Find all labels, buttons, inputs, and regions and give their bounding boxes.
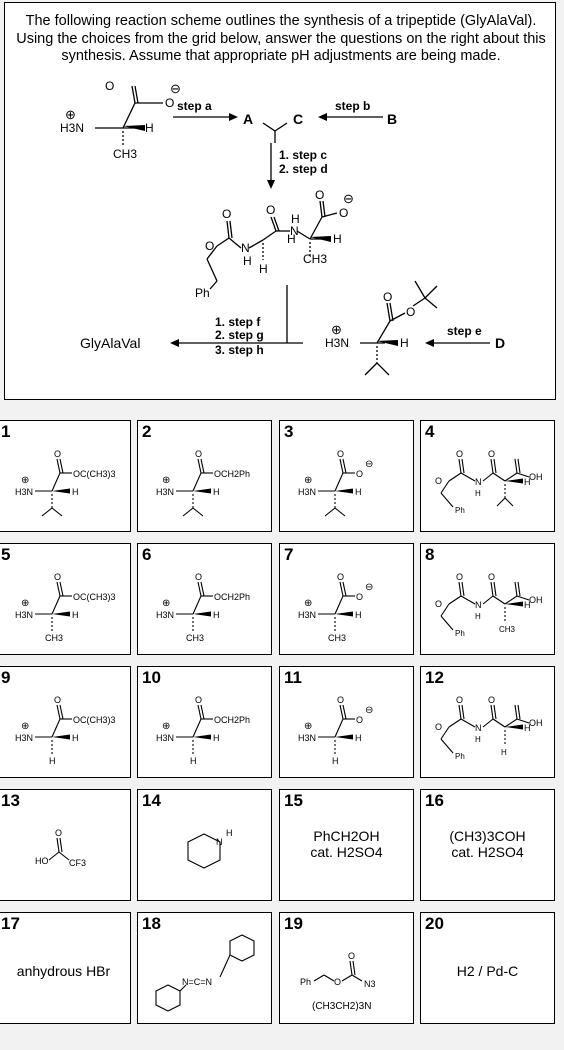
choice-number: 17 <box>1 914 20 933</box>
choice-cell-18 <box>137 912 272 1024</box>
choice-number: 11 <box>284 668 302 687</box>
ester-group: OCH2Ph <box>214 592 251 602</box>
choice-cell-1 <box>0 420 131 532</box>
structure-drawing <box>138 790 273 902</box>
plus-charge: ⊕ <box>331 322 342 337</box>
choice-number: 3 <box>284 422 294 441</box>
structure-drawing <box>421 667 556 779</box>
atom-ph: Ph <box>455 629 465 638</box>
atom-o: O <box>55 828 63 838</box>
minus-charge: ⊖ <box>365 705 374 716</box>
atom-ch3: CH3 <box>186 633 205 643</box>
atom-h: H <box>333 232 342 246</box>
step-f-label: 1. step f <box>215 315 261 329</box>
product-label: GlyAlaVal <box>80 335 141 351</box>
step-c-label: 1. step c <box>279 148 328 162</box>
choice-grid <box>0 412 564 1050</box>
minus-charge: ⊖ <box>170 81 181 96</box>
structure-drawing <box>0 790 132 902</box>
choice-cell-4 <box>420 420 555 532</box>
structure-drawing <box>421 544 556 656</box>
atom-h: H <box>190 756 197 766</box>
structure-drawing <box>0 667 132 779</box>
atom-h3n: H3N <box>15 733 34 743</box>
plus-charge: ⊕ <box>21 598 30 609</box>
reagent-line-1: anhydrous HBr <box>16 963 111 979</box>
atom-o: O <box>337 695 345 705</box>
atom-h: H <box>524 600 531 610</box>
atom-h3n: H3N <box>15 610 34 620</box>
choice-cell-19 <box>279 912 414 1024</box>
choice-number: 8 <box>425 545 435 564</box>
plus-charge: ⊕ <box>162 475 171 486</box>
choice-number: 4 <box>425 422 435 441</box>
reagent-line-1: (CH3)3COH <box>449 828 526 844</box>
structure-drawing <box>0 421 132 533</box>
atom-oh: OH <box>529 472 543 482</box>
choice-number: 1 <box>1 422 11 441</box>
label-c: C <box>293 111 304 127</box>
ester-group: OC(CH3)3 <box>73 592 116 602</box>
atom-oh: OH <box>529 595 543 605</box>
atom-oh: OH <box>529 718 543 728</box>
plus-charge: ⊕ <box>304 721 313 732</box>
atom-h: H <box>145 121 154 135</box>
choice-cell-5 <box>0 543 131 655</box>
atom-ph: Ph <box>195 286 210 300</box>
atom-ch3: CH3 <box>113 147 138 161</box>
atom-h: H <box>213 610 220 620</box>
structure-drawing <box>138 913 273 1025</box>
atom-h: H <box>213 487 220 497</box>
choice-number: 15 <box>284 791 303 810</box>
structure-drawing <box>138 544 273 656</box>
plus-charge: ⊕ <box>162 598 171 609</box>
atom-n3: N3 <box>364 979 376 989</box>
atom-h3n: H3N <box>298 733 317 743</box>
atom-o: O <box>54 572 62 582</box>
label-d: D <box>495 335 506 351</box>
atom-o: O <box>383 290 393 304</box>
choice-number: 18 <box>142 914 161 933</box>
choice-number: 2 <box>142 422 152 441</box>
triethylamine: (CH3CH2)3N <box>312 1001 372 1012</box>
step-g-label: 2. step g <box>215 328 264 342</box>
reagent-line-1: H2 / Pd-C <box>456 963 519 979</box>
choice-number: 12 <box>425 668 444 687</box>
atom-h3n: H3N <box>60 121 85 135</box>
atom-n: N <box>475 600 482 610</box>
choice-cell-7 <box>279 543 414 655</box>
reagent-line-2: cat. H2SO4 <box>451 844 524 860</box>
atom-o: O <box>222 207 232 221</box>
step-e-label: step e <box>447 324 482 338</box>
atom-h: H <box>524 477 531 487</box>
atom-o: O <box>195 449 203 459</box>
choice-number: 20 <box>425 914 444 933</box>
choice-cell-16 <box>420 789 555 901</box>
atom-o: O <box>488 449 496 459</box>
plus-charge: ⊕ <box>304 598 313 609</box>
atom-o: O <box>334 977 342 987</box>
atom-o: O <box>195 572 203 582</box>
choice-cell-11 <box>279 666 414 778</box>
atom-h: H <box>475 612 481 621</box>
atom-ph: Ph <box>300 977 312 987</box>
atom-h: H <box>355 610 362 620</box>
structure-drawing <box>280 667 415 779</box>
structure-drawing <box>138 667 273 779</box>
atom-o: O <box>488 572 496 582</box>
atom-o: O <box>195 695 203 705</box>
atom-o: O <box>339 206 349 220</box>
choice-number: 10 <box>142 668 161 687</box>
structure-drawing <box>138 421 273 533</box>
label-b: B <box>387 111 398 127</box>
atom-h: H <box>475 735 481 744</box>
atom-h: H <box>226 828 233 838</box>
atom-o: O <box>488 695 496 705</box>
atom-ch3: CH3 <box>303 252 328 266</box>
atom-h: H <box>332 756 339 766</box>
structure-drawing <box>0 544 132 656</box>
atom-o: O <box>406 305 416 319</box>
label-a: A <box>243 111 254 127</box>
choice-cell-17 <box>0 912 131 1024</box>
choice-number: 16 <box>425 791 444 810</box>
atom-h: H <box>213 733 220 743</box>
atom-n: N <box>475 477 482 487</box>
ester-group: O <box>356 592 364 602</box>
atom-o: O <box>337 449 345 459</box>
choice-number: 9 <box>1 668 11 687</box>
reagent-line-1: PhCH2OH <box>313 828 380 844</box>
atom-o: O <box>456 695 464 705</box>
atom-h3n: H3N <box>298 610 317 620</box>
atom-h: H <box>72 487 79 497</box>
atom-h: H <box>475 489 481 498</box>
atom-o: O <box>435 722 443 732</box>
ester-group: O <box>356 469 364 479</box>
reagent-line-2: cat. H2SO4 <box>310 844 383 860</box>
atom-h3n: H3N <box>15 487 34 497</box>
dcc-label: N=C=N <box>182 977 213 987</box>
choice-cell-3 <box>279 420 414 532</box>
atom-h: H <box>49 756 56 766</box>
choice-cell-12 <box>420 666 555 778</box>
choice-cell-8 <box>420 543 555 655</box>
ester-group: OC(CH3)3 <box>73 469 116 479</box>
choice-cell-6 <box>137 543 272 655</box>
choice-cell-20 <box>420 912 555 1024</box>
atom-h3n: H3N <box>156 733 175 743</box>
minus-charge: ⊖ <box>365 459 374 470</box>
atom-ch3: CH3 <box>328 633 347 643</box>
plus-charge: ⊕ <box>65 107 76 122</box>
atom-h: H <box>355 487 362 497</box>
atom-h3n: H3N <box>325 336 350 350</box>
atom-o: O <box>266 203 276 217</box>
choice-cell-2 <box>137 420 272 532</box>
question-intro: The following reaction scheme outlines the synthesis of a tripeptide (GlyAlaVal). Using the choices from the grid below, answer the questions on the right about this synthesis. Assume that appropriate pH adjustments are being made. <box>16 13 546 64</box>
atom-o: O <box>315 188 325 202</box>
step-d-label: 2. step d <box>279 162 328 176</box>
atom-h3n: H3N <box>156 487 175 497</box>
atom-o: O <box>435 599 443 609</box>
atom-h: H <box>259 262 268 276</box>
structure-drawing <box>421 421 556 533</box>
choice-cell-15 <box>279 789 414 901</box>
plus-charge: ⊕ <box>21 721 30 732</box>
minus-charge: ⊖ <box>343 191 354 206</box>
atom-h: H <box>355 733 362 743</box>
choice-number: 6 <box>142 545 152 564</box>
atom-h: H <box>501 748 507 757</box>
atom-o: O <box>54 695 62 705</box>
atom-n: N <box>475 723 482 733</box>
atom-o: O <box>105 79 115 93</box>
reaction-scheme-drawing <box>5 3 557 401</box>
atom-h: H <box>400 336 409 350</box>
atom-ph: Ph <box>455 752 465 761</box>
plus-charge: ⊕ <box>21 475 30 486</box>
ester-group: O <box>356 715 364 725</box>
ester-group: OCH2Ph <box>214 715 251 725</box>
atom-ph: Ph <box>455 506 465 515</box>
choice-number: 5 <box>1 545 11 564</box>
atom-h: H <box>524 723 531 733</box>
plus-charge: ⊕ <box>304 475 313 486</box>
atom-o: O <box>54 449 62 459</box>
choice-number: 19 <box>284 914 303 933</box>
atom-h: H <box>243 254 252 268</box>
atom-o: O <box>337 572 345 582</box>
reaction-scheme-panel <box>4 2 556 400</box>
structure-drawing <box>280 913 415 1025</box>
choice-number: 13 <box>1 791 20 810</box>
atom-ho: HO <box>35 856 49 866</box>
step-b-label: step b <box>335 99 371 113</box>
atom-o: O <box>456 572 464 582</box>
atom-h: H <box>72 610 79 620</box>
atom-o: O <box>348 951 356 961</box>
atom-n: N <box>216 837 223 847</box>
choice-cell-9 <box>0 666 131 778</box>
atom-h: H <box>287 232 296 246</box>
choice-cell-10 <box>137 666 272 778</box>
structure-drawing <box>280 421 415 533</box>
atom-o: O <box>435 476 443 486</box>
atom-ch3: CH3 <box>499 625 516 634</box>
choice-number: 14 <box>142 791 161 810</box>
atom-h3n: H3N <box>298 487 317 497</box>
minus-charge: ⊖ <box>365 582 374 593</box>
atom-cf3: CF3 <box>69 858 87 868</box>
ester-group: OCH2Ph <box>214 469 251 479</box>
atom-o: O <box>456 449 464 459</box>
plus-charge: ⊕ <box>162 721 171 732</box>
atom-o: O <box>205 239 215 253</box>
atom-n: N <box>241 241 250 255</box>
step-h-label: 3. step h <box>215 343 264 357</box>
choice-cell-13 <box>0 789 131 901</box>
ester-group: OC(CH3)3 <box>73 715 116 725</box>
atom-ch3: CH3 <box>45 633 64 643</box>
atom-n: N <box>290 224 299 238</box>
atom-o: O <box>165 96 175 110</box>
atom-h3n: H3N <box>156 610 175 620</box>
choice-cell-14 <box>137 789 272 901</box>
choice-number: 7 <box>284 545 294 564</box>
step-a-label: step a <box>177 99 212 113</box>
atom-h: H <box>291 212 300 226</box>
atom-h: H <box>72 733 79 743</box>
structure-drawing <box>280 544 415 656</box>
